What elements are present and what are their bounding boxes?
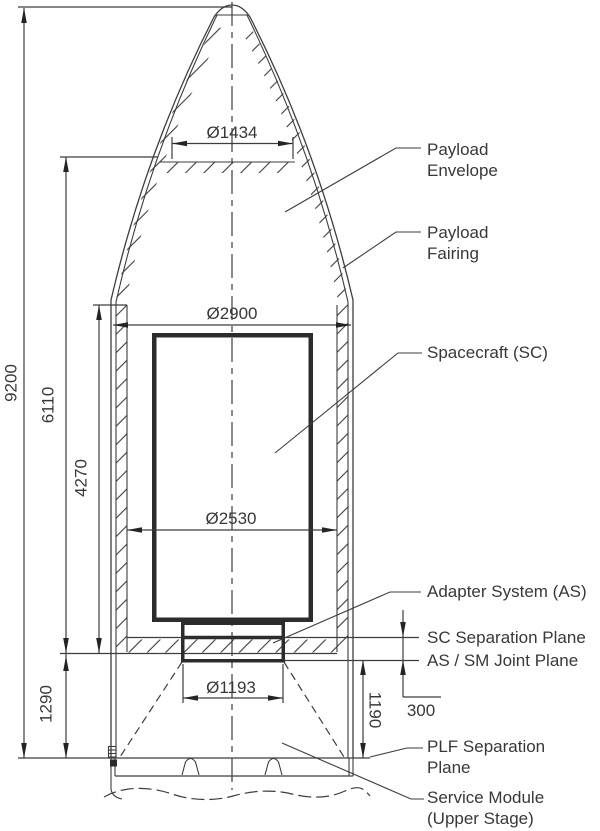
leader-payload-fairing — [343, 232, 421, 268]
dim-9200: 9200 — [1, 364, 21, 402]
dim-300: 300 — [406, 701, 436, 720]
label-as-sm-joint-plane: AS / SM Joint Plane — [427, 651, 579, 670]
dim-2900: Ø2900 — [206, 304, 258, 323]
label-plf-separation-plane: PLF Separation Plane — [427, 737, 546, 777]
separation-latch-detail — [109, 747, 118, 767]
dim-1193: Ø1193 — [206, 678, 256, 697]
separation-planes — [18, 638, 419, 777]
dim-1190: 1190 — [365, 691, 385, 729]
dim-1434: Ø1434 — [206, 123, 258, 142]
label-sc-separation-plane: SC Separation Plane — [427, 628, 586, 647]
label-payload-fairing: Payload Fairing — [427, 223, 489, 263]
callout-as-sm-joint-plane — [427, 651, 578, 670]
callout-payload-fairing — [343, 223, 493, 268]
label-service-module: Service Module (Upper Stage) — [427, 788, 545, 828]
label-adapter-system: Adapter System (AS) — [427, 582, 587, 601]
dim-1290: 1290 — [36, 685, 56, 723]
callout-sc-separation-plane — [427, 628, 586, 647]
dimension-joint-to-plf — [360, 660, 384, 758]
dimension-adapter-diameter — [183, 664, 283, 703]
label-spacecraft: Spacecraft (SC) — [427, 343, 548, 362]
service-module-break-line — [104, 788, 370, 800]
leader-plf-separation — [370, 748, 423, 757]
dimension-fairing-diameter — [113, 304, 351, 328]
dimension-envelope-top-diameter — [172, 123, 293, 159]
label-payload-envelope: Payload Envelope — [427, 140, 498, 180]
dimension-envelope-bottom-to-plf — [36, 653, 68, 758]
dim-2530: Ø2530 — [205, 509, 257, 528]
callout-spacecraft — [275, 343, 548, 453]
callout-plf-separation-plane — [370, 737, 550, 777]
dim-4270: 4270 — [71, 459, 91, 497]
dim-6110: 6110 — [38, 386, 58, 424]
